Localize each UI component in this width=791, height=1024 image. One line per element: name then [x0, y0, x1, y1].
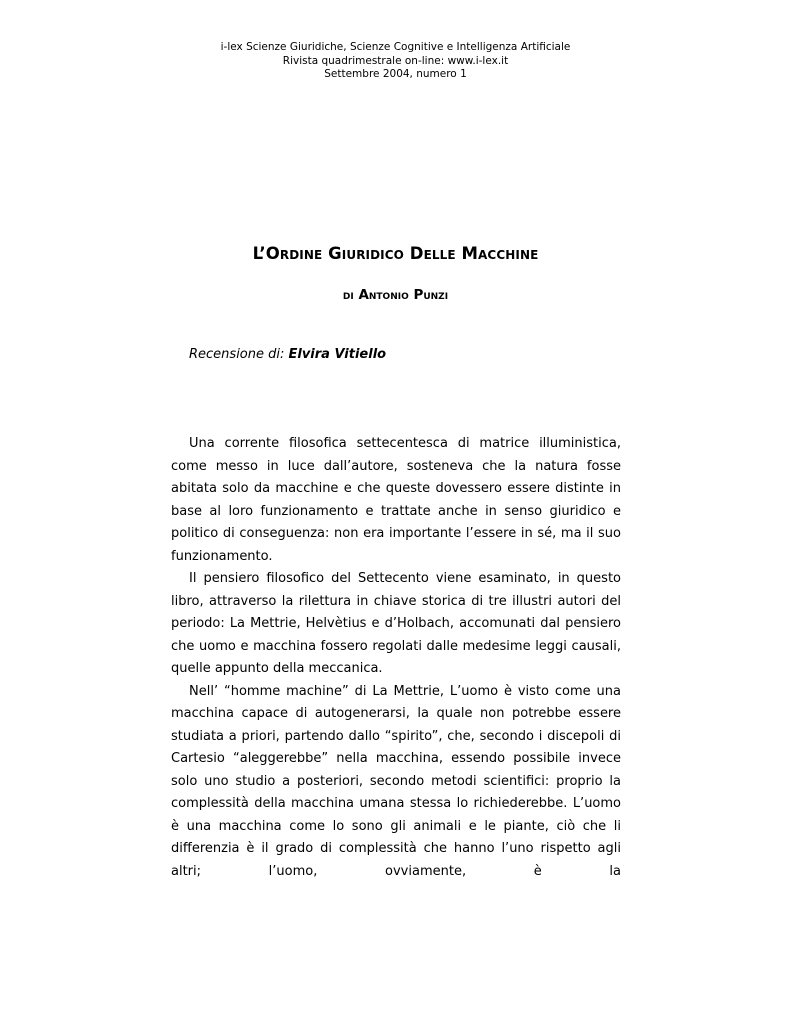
- review-label: Recensione di:: [189, 347, 289, 362]
- reviewer-name: Elvira Vitiello: [288, 347, 387, 362]
- article-body: [171, 433, 621, 883]
- article-author: di Antonio Punzi: [342, 287, 449, 303]
- review-credit: [189, 347, 386, 362]
- paragraph: Una corrente filosofica settecentesca di matrice illuministica, come messo in luce dall’autore, sosteneva che la natura fosse abitata solo da macchine e che queste dovessero essere distinte in base al loro funzionamento e trattate anche in senso giuridico e politico di conseguenza: non era importante l’essere in sé, ma il suo funzionamento.: [171, 436, 621, 564]
- journal-issue: Settembre 2004, numero 1: [324, 68, 467, 80]
- article-title: L’Ordine Giuridico Delle Macchine: [252, 244, 539, 263]
- paragraph: Nell’ “homme machine” di La Mettrie, L’uomo è visto come una macchina capace di autogenerarsi, la quale non potrebbe essere studiata a priori, partendo dallo “spirito”, che, secondo i discepoli di Cartesio “aleggerebbe” nella macchina, essendo possibile invece solo uno studio a posteriori, secondo metodi scientifici: proprio la complessità della macchina umana stessa lo richiederebbe. L’uomo è una macchina come lo sono gli animali e le piante, ciò che li differenzia è il grado di complessità che hanno l’uno rispetto agli altri; l’uomo, ovviamente, è la: [171, 683, 621, 879]
- journal-name: i-lex Scienze Giuridiche, Scienze Cognitive e Intelligenza Artificiale: [220, 41, 571, 53]
- journal-website: Rivista quadrimestrale on-line: www.i-lex.it: [282, 54, 509, 67]
- journal-header: [0, 41, 791, 82]
- paragraph: Il pensiero filosofico del Settecento viene esaminato, in questo libro, attraverso la rilettura in chiave storica di tre illustri autori del periodo: La Mettrie, Helvètius e d’Holbach, accomunati dal pensiero che uomo e macchina fossero regolati dalle medesime leggi causali, quelle appunto della meccanica.: [171, 571, 621, 676]
